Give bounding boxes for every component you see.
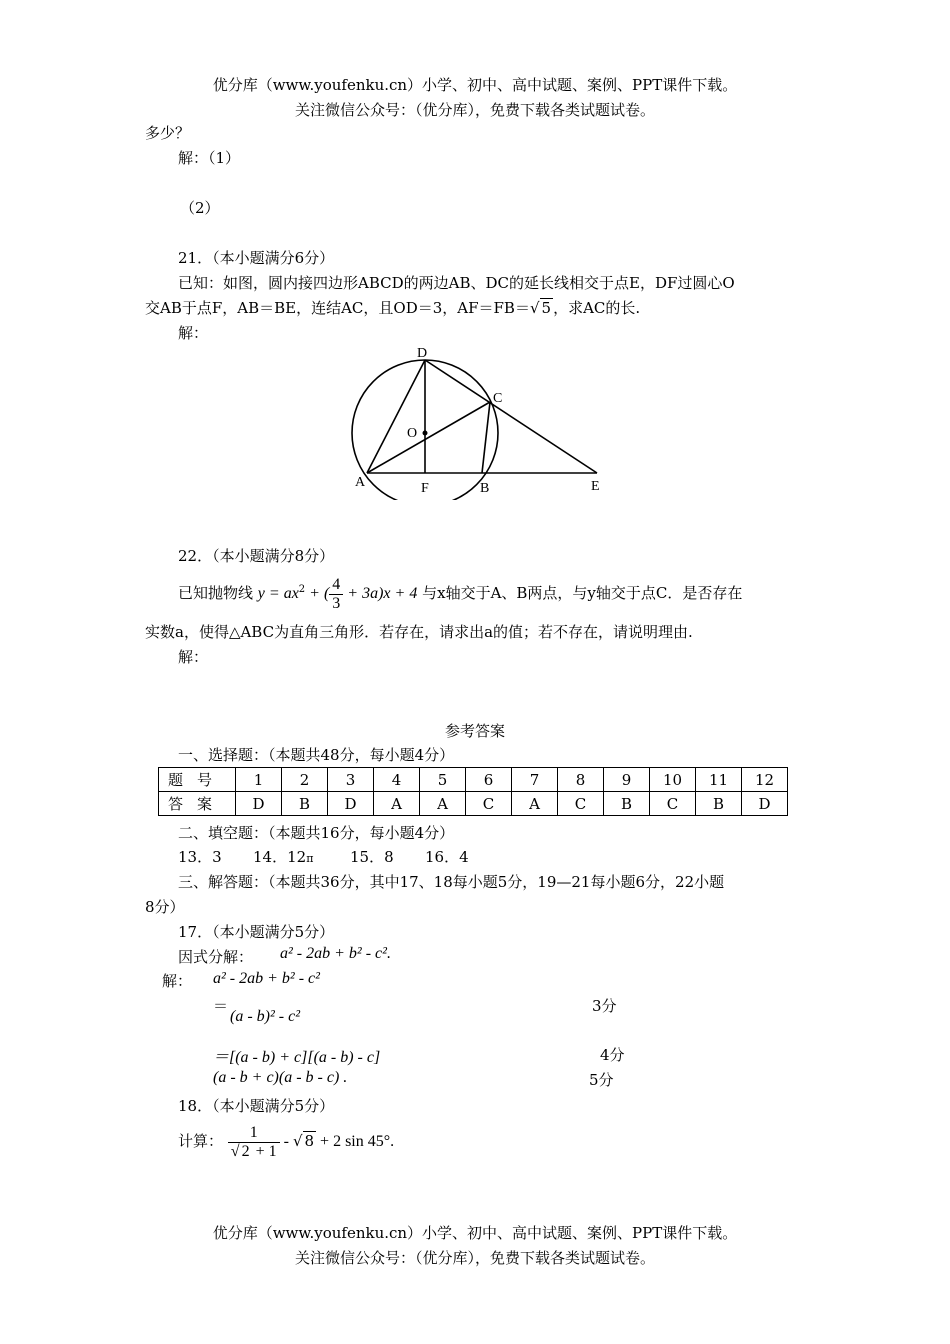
label-O: O — [407, 426, 418, 441]
table-row-numbers — [159, 768, 788, 792]
table-cell: A — [420, 792, 466, 816]
table-cell: 3 — [328, 768, 374, 792]
table-cell: C — [650, 792, 696, 816]
label-D: D — [417, 346, 428, 361]
q20-solution-1: 解：（1） — [178, 149, 241, 167]
footer-line-1: 优分库（www.youfenku.cn）小学、初中、高中试题、案例、PPT课件下载。 — [212, 1224, 738, 1242]
q17-solution-label: 解： — [162, 972, 193, 990]
q17-title: 17．（本小题满分5分） — [178, 923, 335, 941]
q22-post: 与x轴交于A、B两点，与y轴交于点C．是否存在 — [422, 584, 743, 602]
row-label-answer: 答案 — [159, 792, 236, 816]
q21-geometry-figure — [345, 340, 615, 500]
label-B: B — [480, 481, 490, 496]
q17-prompt: 因式分解： — [178, 948, 254, 966]
q21-text-2b: ，求AC的长. — [553, 299, 641, 317]
label-F: F — [421, 481, 429, 496]
q18-prompt-line — [178, 1120, 394, 1166]
table-cell: C — [558, 792, 604, 816]
q18-fraction — [228, 1124, 280, 1161]
q22-solution: 解： — [178, 648, 209, 666]
fill-answer-16: 16．4 — [425, 848, 469, 866]
answers-title: 参考答案 — [444, 722, 505, 740]
q18-rest: + 2 sin 45°. — [316, 1133, 395, 1150]
table-cell: 6 — [466, 768, 512, 792]
q21-text-line-1: 已知：如图，圆内接四边形ABCD的两边AB、DC的延长线相交于点E，DF过圆心O — [178, 274, 735, 292]
q22-text-line-2: 实数a，使得△ABC为直角三角形．若存在，请求出a的值；若不存在，请说明理由. — [145, 623, 693, 641]
table-cell: 10 — [650, 768, 696, 792]
q21-solution: 解： — [178, 324, 209, 342]
q22-eq-exp: 2 — [298, 584, 306, 595]
q17-step-0: a² - 2ab + b² - c² — [213, 970, 320, 987]
table-cell: D — [328, 792, 374, 816]
section-1-heading: 一、选择题：（本题共48分，每小题4分） — [178, 746, 455, 764]
table-cell: D — [742, 792, 788, 816]
center-point-O — [423, 431, 428, 436]
fill-answer-14 — [253, 846, 313, 867]
table-cell: B — [604, 792, 650, 816]
table-cell: B — [282, 792, 328, 816]
table-cell: A — [512, 792, 558, 816]
label-E: E — [591, 479, 600, 494]
label-C: C — [493, 391, 503, 406]
q17-equals: ＝ — [213, 997, 229, 1015]
q21-sqrt-value: 5 — [541, 299, 552, 317]
sqrt-symbol: √ — [529, 299, 540, 317]
q21-text-line-2 — [145, 297, 640, 318]
q22-text-line-1 — [178, 570, 742, 614]
line-BC — [482, 402, 490, 473]
q18-sqrt8: 8 — [304, 1132, 315, 1150]
q18-frac-den — [228, 1143, 280, 1161]
q22-eq-b: + ( — [305, 585, 330, 602]
q22-frac-den: 3 — [332, 594, 341, 612]
q22-eq-c: + 3a)x + 4 — [343, 585, 418, 602]
row-label-number: 题号 — [159, 768, 236, 792]
q21-title: 21．（本小题满分6分） — [178, 249, 335, 267]
section-3-heading-line-1: 三、解答题：（本题共36分，其中17、18每小题5分，19—21每小题6分，22小题 — [178, 873, 725, 891]
q17-step-3: (a - b + c)(a - b - c) . — [213, 1069, 348, 1086]
q17-score-2: 4分 — [600, 1046, 625, 1064]
fill-answer-15: 15．8 — [350, 848, 394, 866]
q18-frac-num: 1 — [228, 1124, 280, 1143]
q17-step-2: ＝[(a - b) + c][(a - b) - c] — [213, 1049, 381, 1066]
footer-line-2: 关注微信公众号：（优分库），免费下载各类试题试卷。 — [294, 1249, 655, 1267]
q18-title: 18．（本小题满分5分） — [178, 1097, 335, 1115]
q22-eq-a: y = ax — [257, 585, 299, 602]
header-line-2: 关注微信公众号：（优分库），免费下载各类试题试卷。 — [294, 101, 655, 119]
section-2-heading: 二、填空题：（本题共16分，每小题4分） — [178, 824, 455, 842]
table-cell: 5 — [420, 768, 466, 792]
fill-answer-13: 13．3 — [178, 848, 222, 866]
q17-expression: a² - 2ab + b² - c². — [280, 945, 391, 962]
table-cell: 1 — [236, 768, 282, 792]
q20-continuation: 多少？ — [145, 124, 191, 142]
table-cell: 7 — [512, 768, 558, 792]
table-cell: 2 — [282, 768, 328, 792]
q17-step-1: (a - b)² - c² — [230, 1008, 301, 1025]
q20-solution-2: （2） — [180, 199, 220, 217]
fill-14-value: 14．12 — [253, 848, 307, 866]
table-cell: 11 — [696, 768, 742, 792]
table-cell: B — [696, 792, 742, 816]
table-cell: C — [466, 792, 512, 816]
q18-den-sqrt: 2 — [241, 1142, 250, 1160]
sqrt-symbol: √ — [230, 1142, 240, 1160]
q17-score-1: 3分 — [592, 997, 617, 1015]
table-cell: 8 — [558, 768, 604, 792]
header-line-1: 优分库（www.youfenku.cn）小学、初中、高中试题、案例、PPT课件下载。 — [212, 76, 738, 94]
table-cell: 4 — [374, 768, 420, 792]
q17-score-3: 5分 — [589, 1071, 614, 1089]
table-row-answers — [159, 792, 788, 816]
answer-table — [158, 767, 788, 816]
q21-text-2a: 交AB于点F，AB＝BE，连结AC，且OD＝3，AF＝FB＝ — [145, 299, 530, 317]
q18-prompt: 计算： — [178, 1132, 224, 1150]
pi-symbol: π — [306, 852, 314, 865]
label-A: A — [355, 475, 366, 490]
q22-pre: 已知抛物线 — [178, 584, 254, 602]
q18-den-rest: + 1 — [251, 1142, 277, 1160]
q22-fraction — [329, 576, 343, 613]
table-cell: 12 — [742, 768, 788, 792]
section-3-heading-line-2: 8分） — [145, 898, 185, 916]
q22-frac-num: 4 — [329, 576, 343, 595]
table-cell: A — [374, 792, 420, 816]
sqrt-symbol: √ — [292, 1132, 303, 1150]
line-DE — [425, 360, 597, 473]
q22-title: 22．（本小题满分8分） — [178, 547, 335, 565]
q18-minus: - — [279, 1133, 293, 1150]
table-cell: 9 — [604, 768, 650, 792]
table-cell: D — [236, 792, 282, 816]
